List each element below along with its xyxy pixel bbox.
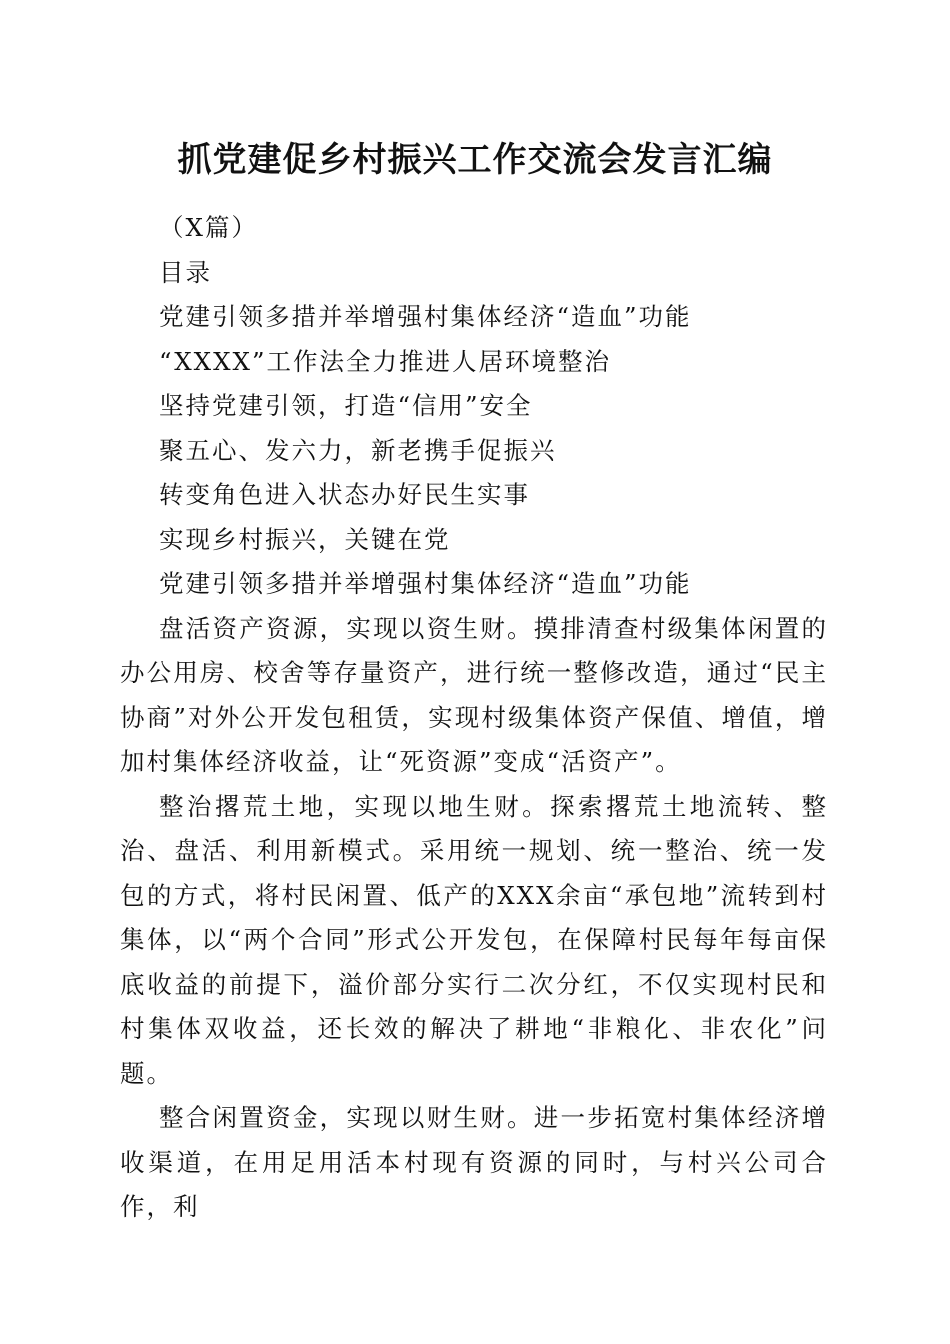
count-note: （X篇） xyxy=(159,213,258,242)
toc-item: 聚五心、发六力，新老携手促振兴 xyxy=(159,435,557,465)
body-paragraph: 整合闲置资金，实现以财生财。进一步拓宽村集体经济增收渠道，在用足用活本村现有资源的同时，与村兴公司合作，利 xyxy=(120,1103,828,1221)
toc-heading: 目录 xyxy=(159,257,212,287)
document-body xyxy=(120,206,828,1230)
toc-item: “XXXX”工作法全力推进人居环境整治 xyxy=(159,346,611,376)
toc-item: 实现乡村振兴，关键在党 xyxy=(159,524,451,554)
toc-item: 坚持党建引领，打造“信用”安全 xyxy=(159,391,533,420)
toc-item: 转变角色进入状态办好民生实事 xyxy=(159,480,530,509)
toc-item: 党建引领多措并举增强村集体经济“造血”功能 xyxy=(159,302,692,331)
section-heading: 党建引领多措并举增强村集体经济“造血”功能 xyxy=(159,569,692,598)
body-paragraph: 整治撂荒土地，实现以地生财。探索撂荒土地流转、整治、盘活、利用新模式。采用统一规划、统一整治、统一发包的方式，将村民闲置、低产的XXX余亩“承包地”流转到村集体，以“两个合同”形式公开发包，在保障村民每年每亩保底收益的前提下，溢价部分实行二次分红，不仅实现村民和村集体双收益，还长效的解决了耕地“非粮化、非农化”问题。 xyxy=(120,791,828,1088)
body-paragraph: 盘活资产资源，实现以资生财。摸排清查村级集体闲置的办公用房、校舍等存量资产，进行统一整修改造，通过“民主协商”对外公开发包租赁，实现村级集体资产保值、增值，增加村集体经济收益，让“死资源”变成“活资产”。 xyxy=(120,613,828,776)
table-of-contents xyxy=(120,295,828,562)
document-title: 抓党建促乡村振兴工作交流会发言汇编 xyxy=(177,140,773,180)
